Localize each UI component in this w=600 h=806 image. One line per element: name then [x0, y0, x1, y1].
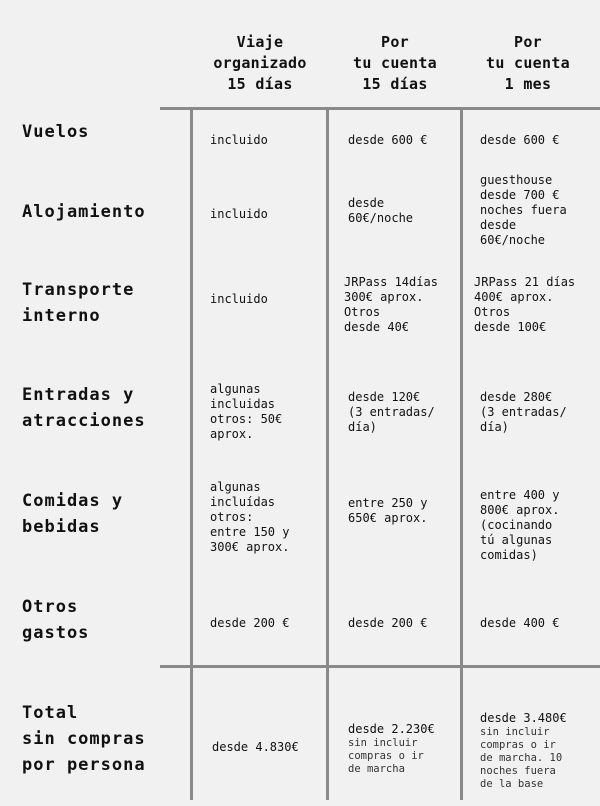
row-label-vuelos: Vuelos — [22, 122, 90, 142]
column-header-own-15: Por tu cuenta 15 días — [353, 33, 437, 93]
column-header-own-month: Por tu cuenta 1 mes — [486, 33, 570, 93]
column-divider-1 — [190, 107, 193, 800]
total-organized-amount: desde 4.830€ — [212, 740, 299, 754]
row-label-transporte: Transporte interno — [22, 280, 135, 326]
cell-vuelos-own-month: desde 600 € — [480, 133, 560, 147]
cell-total-own-15 — [348, 707, 435, 791]
row-label-otros: Otros gastos — [22, 597, 90, 643]
cell-vuelos-organized: incluido — [210, 133, 268, 147]
total-own-15-amount: desde 2.230€ — [348, 722, 435, 736]
cell-comidas-organized: algunas incluídas otros: entre 150 y 300€ aprox. — [210, 480, 290, 554]
cell-comidas-own-15: entre 250 y 650€ aprox. — [348, 496, 428, 525]
row-label-alojamiento: Alojamiento — [22, 202, 146, 222]
cell-transporte-own-month: JRPass 21 días 400€ aprox. Otros desde 100€ — [474, 275, 576, 334]
cell-otros-own-15: desde 200 € — [348, 616, 428, 630]
column-header-organized-15: Viaje organizado 15 días — [213, 33, 307, 93]
cell-entradas-organized: algunas incluidas otros: 50€ aprox. — [210, 382, 283, 441]
cell-alojamiento-own-15: desde 60€/noche — [348, 196, 414, 225]
cell-entradas-own-month: desde 280€ (3 entradas/ día) — [480, 390, 567, 434]
row-label-comidas: Comidas y bebidas — [22, 491, 124, 537]
row-label-entradas: Entradas y atracciones — [22, 385, 146, 431]
header-divider — [160, 107, 600, 110]
column-divider-3 — [460, 107, 463, 800]
total-own-15-note: sin incluir compras o ir de marcha — [348, 737, 424, 775]
cell-alojamiento-own-month: guesthouse desde 700 € noches fuera desde 60€/noche — [480, 173, 567, 247]
cell-otros-own-month: desde 400 € — [480, 616, 560, 630]
row-label-total: Total sin compras por persona — [22, 703, 146, 775]
cell-transporte-organized: incluido — [210, 292, 268, 306]
total-divider — [160, 665, 600, 668]
cell-alojamiento-organized: incluido — [210, 207, 268, 221]
total-own-month-amount: desde 3.480€ — [480, 711, 567, 725]
cell-transporte-own-15: JRPass 14días 300€ aprox. Otros desde 40€ — [344, 275, 438, 334]
cell-entradas-own-15: desde 120€ (3 entradas/ día) — [348, 390, 435, 434]
cell-vuelos-own-15: desde 600 € — [348, 133, 428, 147]
column-divider-2 — [326, 107, 329, 800]
total-own-month-note: sin incluir compras o ir de marcha. 10 noches fuera de la base — [480, 726, 563, 790]
cell-total-own-month — [480, 696, 567, 806]
cell-total-organized — [212, 725, 299, 755]
cell-otros-organized: desde 200 € — [210, 616, 290, 630]
cell-comidas-own-month: entre 400 y 800€ aprox. (cocinando tú algunas comidas) — [480, 488, 560, 562]
